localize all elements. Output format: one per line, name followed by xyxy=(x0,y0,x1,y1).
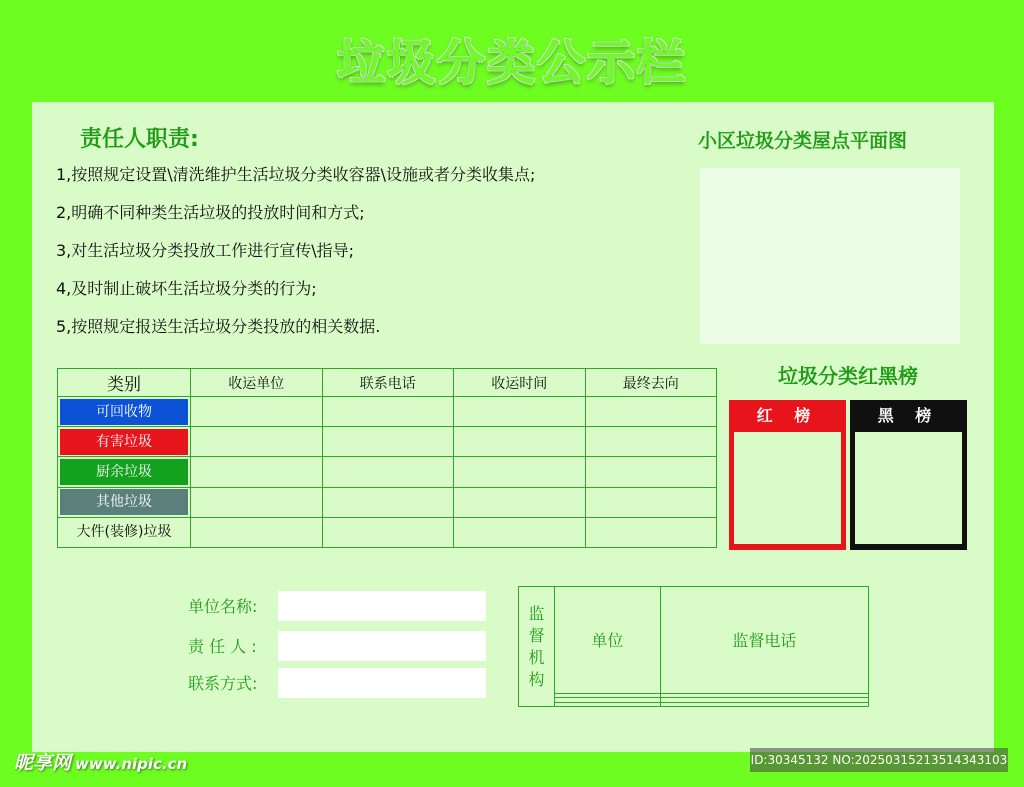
table-header: 类别 xyxy=(58,369,191,397)
red-list-body xyxy=(734,432,841,544)
table-cell xyxy=(322,517,454,547)
category-label-other: 其他垃圾 xyxy=(60,489,188,515)
duty-item: 2,明确不同种类生活垃圾的投放时间和方式; xyxy=(56,203,365,222)
black-list-body xyxy=(855,432,962,544)
table-cell xyxy=(191,517,323,547)
table-cell xyxy=(454,457,586,487)
map-placeholder xyxy=(700,168,960,344)
responsible-label: 责 任 人 : xyxy=(188,637,257,656)
table-row xyxy=(58,397,717,427)
table-header: 收运时间 xyxy=(454,369,586,397)
black-list-board xyxy=(850,400,967,550)
watermark-logo xyxy=(14,748,187,775)
category-label-hazardous: 有害垃圾 xyxy=(60,429,188,455)
duty-item: 4,及时制止破坏生活垃圾分类的行为; xyxy=(56,279,317,298)
contact-label: 联系方式: xyxy=(188,674,258,693)
table-cell xyxy=(454,427,586,457)
unit-name-label: 单位名称: xyxy=(188,597,258,616)
table-header-row xyxy=(58,369,717,397)
page-title: 垃圾分类公示栏 xyxy=(336,35,687,91)
table-cell xyxy=(322,427,454,457)
category-cell xyxy=(58,427,191,457)
table-cell xyxy=(585,457,717,487)
duty-item: 5,按照规定报送生活垃圾分类投放的相关数据. xyxy=(56,317,381,336)
table-row xyxy=(519,702,869,707)
table-row xyxy=(58,427,717,457)
category-table xyxy=(57,368,717,548)
table-cell xyxy=(322,457,454,487)
table-header: 联系电话 xyxy=(322,369,454,397)
red-black-list-heading: 垃圾分类红黑榜 xyxy=(778,364,918,388)
responsible-field[interactable] xyxy=(278,631,486,661)
map-heading: 小区垃圾分类屋点平面图 xyxy=(698,130,908,152)
table-row xyxy=(58,457,717,487)
table-cell xyxy=(191,427,323,457)
category-label-recyclable: 可回收物 xyxy=(60,399,188,425)
duty-item: 1,按照规定设置\清洗维护生活垃圾分类收容器\设施或者分类收集点; xyxy=(56,165,536,184)
table-row xyxy=(58,487,717,517)
table-cell xyxy=(191,457,323,487)
table-cell xyxy=(322,397,454,427)
watermark-url: www.nipic.cn xyxy=(75,755,188,773)
table-cell xyxy=(585,397,717,427)
contact-field[interactable] xyxy=(278,668,486,698)
table-header: 单位 xyxy=(555,587,661,694)
table-header: 最终去向 xyxy=(585,369,717,397)
table-cell xyxy=(585,487,717,517)
supervision-side-label: 监 督 机 构 xyxy=(519,587,555,707)
category-cell xyxy=(58,457,191,487)
table-cell xyxy=(191,397,323,427)
category-label-kitchen: 厨余垃圾 xyxy=(60,459,188,485)
table-row xyxy=(58,517,717,547)
table-header: 收运单位 xyxy=(191,369,323,397)
duties-list xyxy=(56,160,696,350)
table-cell xyxy=(322,487,454,517)
table-cell xyxy=(454,487,586,517)
red-list-board xyxy=(729,400,846,550)
watermark-id: ID:30345132 NO:20250315213514343103 xyxy=(750,748,1008,772)
table-cell xyxy=(454,517,586,547)
watermark-logo-text: 昵享网 xyxy=(14,752,72,774)
table-header: 监督电话 xyxy=(660,587,868,694)
category-cell xyxy=(58,397,191,427)
table-row xyxy=(519,587,869,694)
table-cell xyxy=(454,397,586,427)
black-list-title: 黑 榜 xyxy=(877,406,940,425)
duty-item: 3,对生活垃圾分类投放工作进行宣传\指导; xyxy=(56,241,355,260)
table-cell xyxy=(585,517,717,547)
category-label-bulky: 大件(装修)垃圾 xyxy=(76,524,172,541)
red-list-title: 红 榜 xyxy=(756,406,819,425)
table-cell xyxy=(191,487,323,517)
category-cell xyxy=(58,517,191,547)
duties-heading: 责任人职责: xyxy=(80,127,199,152)
table-cell xyxy=(660,702,868,707)
supervision-table xyxy=(518,586,869,707)
category-cell xyxy=(58,487,191,517)
table-cell xyxy=(555,702,661,707)
unit-name-field[interactable] xyxy=(278,591,486,621)
table-cell xyxy=(585,427,717,457)
